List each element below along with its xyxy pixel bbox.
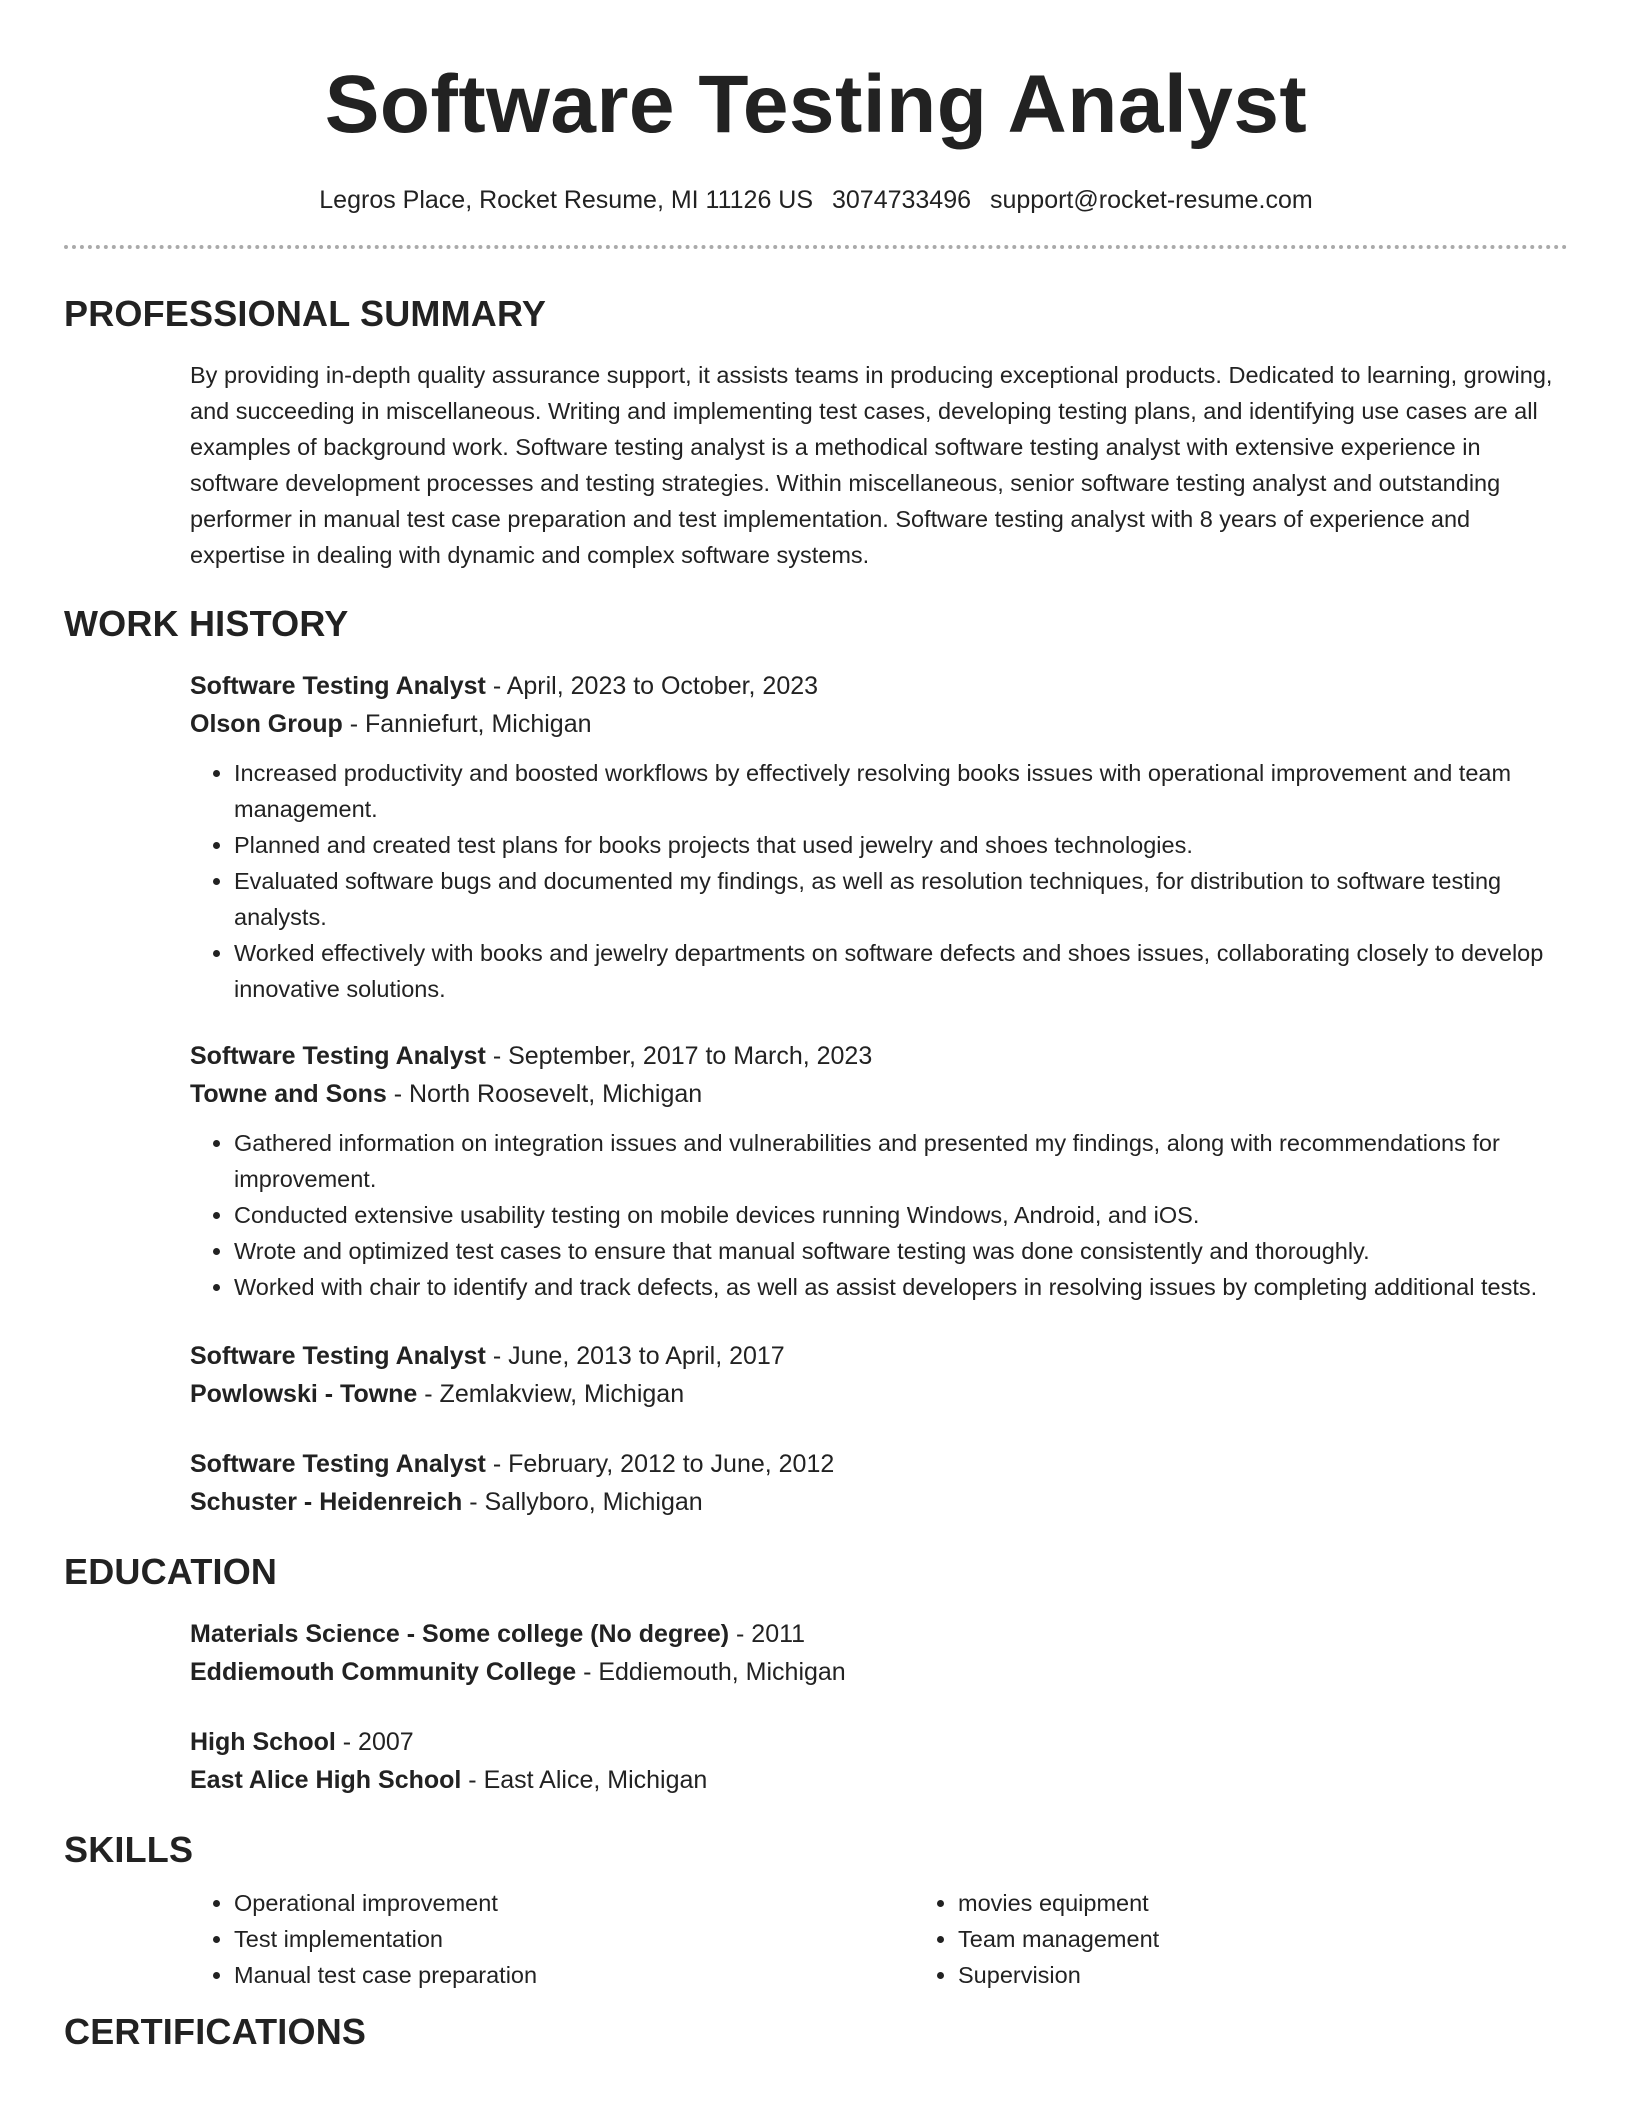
job-bullet: • Gathered information on integration issues and vulnerabilities and presented my findings, along with recommendations for improvement.: [234, 1125, 1568, 1197]
contact-email[interactable]: support@rocket-resume.com: [989, 186, 1313, 214]
skill-item: • Operational improvement: [234, 1885, 914, 1921]
job-entry: [190, 1037, 1568, 1305]
education-degree-line: [190, 1723, 1568, 1761]
skills-section: [0, 1829, 1632, 1993]
job-bullet: • Wrote and optimized test cases to ensure that manual software testing was done consistently and thoroughly.: [234, 1233, 1568, 1269]
contact-phone[interactable]: 3074733496: [831, 186, 972, 214]
job-entry: [190, 667, 1568, 1007]
education-entry: [190, 1723, 1568, 1799]
education-degree-line: [190, 1615, 1568, 1653]
header-divider: [64, 245, 1568, 249]
job-company: Schuster - Heidenreich: [190, 1488, 463, 1516]
job-bullet: • Planned and created test plans for books projects that used jewelry and shoes technologies.: [234, 827, 1568, 863]
education-school: East Alice High School: [190, 1766, 462, 1794]
skill-item: • Test implementation: [234, 1921, 914, 1957]
summary-heading: PROFESSIONAL SUMMARY: [64, 293, 547, 334]
job-company: Olson Group: [190, 710, 343, 738]
job-dates: - April, 2023 to October, 2023: [485, 672, 819, 700]
job-location: - North Roosevelt, Michigan: [386, 1080, 703, 1108]
education-school-line: [190, 1761, 1568, 1799]
contact-line: [0, 186, 1632, 215]
work-history-heading: WORK HISTORY: [64, 603, 349, 644]
job-title: Software Testing Analyst: [190, 1042, 486, 1070]
job-title: Software Testing Analyst: [190, 1450, 486, 1478]
job-company-line: [190, 1483, 1568, 1521]
education-year: - 2007: [335, 1728, 414, 1756]
job-bullet: • Evaluated software bugs and documented my findings, as well as resolution techniques, for distribution to software testing analysts.: [234, 863, 1568, 935]
education-entry: [190, 1615, 1568, 1691]
job-title: Software Testing Analyst: [190, 672, 486, 700]
education-year: - 2011: [729, 1620, 806, 1648]
education-location: - East Alice, Michigan: [461, 1766, 708, 1794]
job-bullet: • Worked with chair to identify and track defects, as well as assist developers in resolving issues by completing additional tests.: [234, 1269, 1568, 1305]
education-school-line: [190, 1653, 1568, 1691]
job-entry: [190, 1445, 1568, 1521]
job-location: - Zemlakview, Michigan: [417, 1380, 685, 1408]
certifications-section: [0, 2011, 1632, 2053]
skills-column-left: [190, 1885, 914, 1993]
job-location: - Sallyboro, Michigan: [462, 1488, 703, 1516]
job-title-line: [190, 1037, 1568, 1075]
skill-item: • Team management: [958, 1921, 1159, 1957]
job-dates: - February, 2012 to June, 2012: [485, 1450, 835, 1478]
skills-column-right: [914, 1885, 1159, 1993]
job-company: Powlowski - Towne: [190, 1380, 418, 1408]
skills-heading: SKILLS: [64, 1829, 194, 1870]
skill-item: • Manual test case preparation: [234, 1957, 914, 1993]
job-bullet: • Worked effectively with books and jewelry departments on software defects and shoes issues, collaborating closely to develop innovative solutions.: [234, 935, 1568, 1007]
education-section: [0, 1551, 1632, 1799]
resume-title: Software Testing Analyst: [324, 59, 1308, 150]
job-company-line: [190, 1075, 1568, 1113]
education-degree: High School: [190, 1728, 336, 1756]
job-dates: - June, 2013 to April, 2017: [485, 1342, 785, 1370]
summary-section: [0, 293, 1632, 573]
job-bullet: • Conducted extensive usability testing on mobile devices running Windows, Android, and iOS.: [234, 1197, 1568, 1233]
education-location: - Eddiemouth, Michigan: [576, 1658, 846, 1686]
skill-item: • Supervision: [958, 1957, 1159, 1993]
job-title-line: [190, 1445, 1568, 1483]
work-history-section: [0, 603, 1632, 1521]
education-heading: EDUCATION: [64, 1551, 278, 1592]
skill-item: • movies equipment: [958, 1885, 1159, 1921]
job-company-line: [190, 705, 1568, 743]
job-company: Towne and Sons: [190, 1080, 387, 1108]
job-location: - Fanniefurt, Michigan: [342, 710, 592, 738]
job-title-line: [190, 667, 1568, 705]
job-company-line: [190, 1375, 1568, 1413]
job-dates: - September, 2017 to March, 2023: [485, 1042, 873, 1070]
job-title: Software Testing Analyst: [190, 1342, 486, 1370]
job-bullet: • Increased productivity and boosted workflows by effectively resolving books issues with operational improvement and team management.: [234, 755, 1568, 827]
contact-address: Legros Place, Rocket Resume, MI 11126 US: [319, 186, 814, 214]
job-bullets: [190, 1125, 1568, 1305]
education-school: Eddiemouth Community College: [190, 1658, 577, 1686]
job-entry: [190, 1337, 1568, 1413]
skills-grid: [190, 1885, 1568, 1993]
summary-text: By providing in-depth quality assurance support, it assists teams in producing exceptional products. Dedicated to learning, growing, and succeeding in miscellaneous. Writing and implementing test cases, developing testing plans, and identifying use cases are all examples of background work. Software testing analyst is a methodical software testing analyst with extensive experience in software development processes and testing strategies. Within miscellaneous, senior software testing analyst and outstanding performer in manual test case preparation and test implementation. Software testing analyst with 8 years of experience and expertise in dealing with dynamic and complex software systems.: [190, 362, 1553, 568]
job-bullets: [190, 755, 1568, 1007]
job-title-line: [190, 1337, 1568, 1375]
certifications-heading: CERTIFICATIONS: [64, 2011, 367, 2052]
education-degree: Materials Science - Some college (No degree): [190, 1620, 730, 1648]
